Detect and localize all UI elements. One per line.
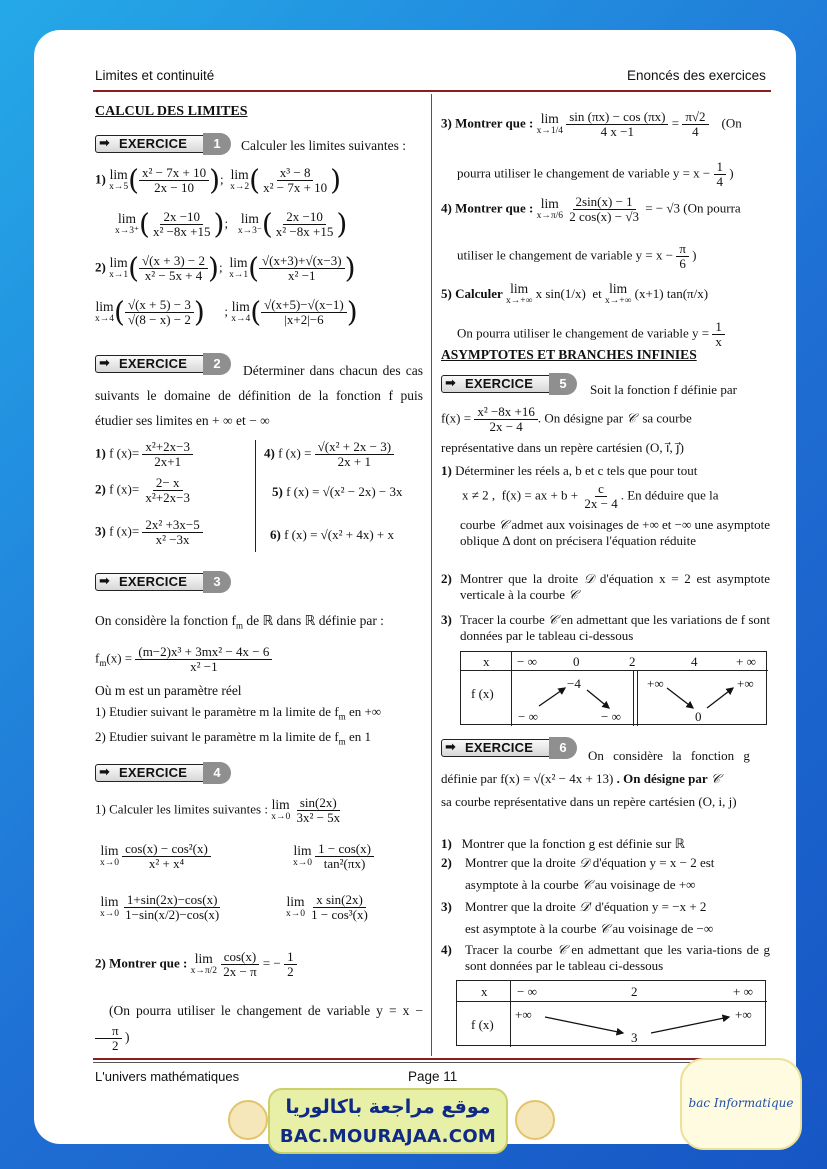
header-rule	[93, 90, 771, 92]
ex2-f6: 6) f (x) = √(x² + 4x) + x	[270, 527, 395, 542]
ex5-q3: Tracer la courbe 𝒞 en admettant que les variations de f sont données par le tableau ci-dessous	[460, 612, 771, 643]
exercise-6-banner: ➡ EXERCICE 6	[441, 737, 583, 759]
ex5-q1-eq: x ≠ 2 , f(x) = ax + b + $\frac{c}{2x - 4}$ . En déduire que la	[462, 481, 719, 511]
ex5-q2-num: 2)	[441, 571, 452, 586]
ex2-f2: 2) f (x)= $\frac{2- x}{\text{x²+2x−3}}$	[95, 475, 190, 505]
t5-x-pinf: + ∞	[736, 654, 756, 669]
ex4-q2: 2) Montrer que : lim x→π/2 $\frac{\cos(x)}{2x - \pi}$ = − $\frac{1}{2}$	[95, 950, 297, 979]
ex4-q1: 1) Calculer les limites suivantes : lim x→0 $\frac{\sin(2x)}{\text{3x² − 5x}}$	[95, 795, 341, 825]
ex2-f4: 4) f (x) = $\frac{\text{√(x² + 2x − 3)}}{2x + 1}$	[264, 440, 394, 469]
exercise-1-banner: ➡ EXERCICE 1	[95, 133, 237, 155]
logo-right-icon	[515, 1100, 555, 1140]
footer-left: L'univers mathématiques	[95, 1069, 240, 1084]
ex5-q3-num: 3)	[441, 612, 452, 627]
header-right: Enoncés des exercices	[627, 68, 766, 83]
exercise-3-banner: ➡ EXERCICE 3	[95, 571, 237, 593]
t6-arrows	[457, 981, 767, 1047]
t5-x-2: 2	[629, 654, 636, 669]
t5-val-0: 0	[695, 709, 702, 724]
arrow-right-icon: ➡	[99, 356, 110, 371]
ex6-q1: 1) Montrer que la fonction g est définie sur ℝ	[441, 836, 685, 851]
page-number: Page 11	[408, 1069, 458, 1084]
ex2-f5: 5) f (x) = √(x² − 2x) − 3x	[272, 484, 403, 499]
ex5-def: f(x) = $\frac{\text{x² −8x +16}}{2x - 4}$ . On désigne par 𝒞 sa courbe	[441, 404, 692, 434]
ex6-q3-b: est asymptote à la courbe 𝒞 au voisinage de −∞	[465, 921, 714, 936]
ex6-q2: Montrer que la droite 𝒟 d'équation y = x − 2 est	[465, 855, 715, 870]
variation-table-5	[460, 651, 767, 725]
ex4-q5: 5) Calculer lim x→+∞ x sin(1/x) et lim x→+∞ (x+1) tan(π/x)	[441, 281, 709, 306]
ex2-f1: 1) f (x)= $\frac{\text{x²+2x−3}}{2x+1}$	[95, 440, 193, 469]
ex1-q2-b: lim x→4 ( $\frac{√(x + 5) - 3}{√(8 - x) - 2}$ ) ; lim x→4 ( $\frac{√(x+5)-√(x-1)}{|x+2|-6}$ )	[95, 295, 358, 329]
ex5-repr: représentative dans un repère cartésien (O, i⃗, j⃗)	[441, 440, 684, 455]
ex1-q1: 1) lim x→5 ( $\frac{\text{x² − 7x + 10}}{2x - 10}$ ); lim x→2 ( $\frac{\text{x³ − 8}}{\text{x² − 7x + 10}}$ )	[95, 163, 342, 197]
site-arabic-name: موقع مراجعة باكالوريا	[285, 1096, 491, 1118]
t5-arrows	[461, 652, 768, 726]
ex6-intro: On considère la fonction g	[588, 748, 750, 763]
section-title-asymptotes: ASYMPTOTES ET BRANCHES INFINIES	[441, 347, 697, 362]
arrow-right-icon: ➡	[445, 740, 456, 755]
ex4-lim-b: lim x→0 $\frac{1 - \cos(x)}{\text{tan²(πx)}}$	[293, 842, 374, 871]
t6-val-3: 3	[631, 1030, 638, 1045]
column-divider	[431, 94, 432, 1056]
t5-val-pinf: +∞	[647, 676, 664, 691]
exercise-4-banner: ➡ EXERCICE 4	[95, 762, 237, 784]
ex4-q3-hint: pourra utiliser le changement de variable y = x − $\frac{1}{4}$ )	[457, 159, 734, 189]
t5-x-label: x	[483, 654, 490, 669]
ex4-lim-a: lim x→0 $\frac{\text{cos(x) − cos²(x)}}{\text{x² + x⁴}}$	[100, 842, 211, 871]
ex4-q5-hint: On pourra utiliser le changement de variable y = $\frac{1}{x}$	[457, 320, 725, 349]
footer-rule-thin	[93, 1062, 771, 1063]
site-banner[interactable]	[268, 1088, 508, 1154]
exercise-2-banner: ➡ EXERCICE 2	[95, 353, 237, 375]
ex4-q4-hint: utiliser le changement de variable y = x − $\frac{\pi}{6}$ )	[457, 241, 697, 271]
footer-rule	[93, 1058, 771, 1060]
ex3-q1: 1) Etudier suivant le paramètre m la limite de $f_m$ en +∞	[95, 704, 382, 722]
ex2-divider	[255, 440, 256, 552]
ex1-q2: 2) lim x→1 ( $\frac{√(x + 3) - 2}{\text{x² − 5x + 4}}$ ); lim x→1 ( $\frac{√(x+3)+√(x-3)}{\text{x² −1}}$ )	[95, 251, 356, 285]
header-left: Limites et continuité	[95, 68, 215, 83]
ex1-intro: Calculer les limites suivantes :	[241, 138, 406, 153]
ex6-repr: sa courbe représentative dans un repère cartésien (O, i, j)	[441, 794, 737, 809]
logo-left-icon	[228, 1100, 268, 1140]
arrow-right-icon: ➡	[445, 376, 456, 391]
arrow-right-icon: ➡	[99, 765, 110, 780]
arrow-right-icon: ➡	[99, 574, 110, 589]
t5-x-0: 0	[573, 654, 580, 669]
ex4-lim-c: lim x→0 $\frac{1+\sin(2x)-\cos(x)}{1-\sin(x/2)-\cos(x)}$	[100, 892, 220, 922]
ex2-intro: Déterminer dans chacun des cas suivants le domaine de définition de la fonction f puis étudier ses limites en + ∞ et − ∞	[95, 363, 423, 428]
ex4-lim-d: lim x→0 $\frac{\text{x sin(2x)}}{\text{1 − cos³(x)}}$	[286, 892, 368, 922]
t5-val-minf: − ∞	[518, 709, 538, 724]
ex5-q2: Montrer que la droite 𝒟 d'équation x = 2 est asymptote verticale à la courbe 𝒞	[460, 571, 770, 602]
t5-fx-label: f (x)	[471, 686, 494, 701]
t6-x-label: x	[481, 984, 488, 999]
ex6-q2-num: 2)	[441, 855, 452, 870]
t6-x-pinf: + ∞	[733, 984, 753, 999]
ex5-intro: Soit la fonction f définie par	[590, 382, 737, 397]
ex4-q3: 3) Montrer que : lim x→1/4 $\frac{\sin (\pi x) - \cos (\pi x)}{4 x -1}$ = $\frac{\pi√2}{4}$ (On	[441, 109, 742, 139]
ex1-q1-b: lim x→3⁺ ( $\frac{2x -10}{\text{x² −8x +15}}$ ); lim x→3⁻ ( $\frac{2x -10}{\text{x² −8x +15}}$ )	[115, 207, 348, 241]
t6-val-pinf: +∞	[515, 1007, 532, 1022]
ex6-def: définie par f(x) = √(x² − 4x + 13) . On désigne par 𝒞	[441, 771, 721, 786]
bac-informatique-badge: bac Informatique	[680, 1058, 802, 1150]
exercise-5-banner: ➡ EXERCICE 5	[441, 373, 583, 395]
ex4-q4: 4) Montrer que : lim x→π/6 $\frac{2\sin(x) - 1}{2 \cos(x) - √3}$ = − √3 (On pourra	[441, 194, 741, 224]
t5-val-minus4: −4	[567, 676, 581, 691]
t6-val-pinf2: +∞	[735, 1007, 752, 1022]
ex4-hint: (On pourra utiliser le changement de variable y = x − $\frac{\pi}{2}$ )	[95, 998, 423, 1053]
arrow-right-icon: ➡	[99, 136, 110, 151]
section-title-limites: CALCUL DES LIMITES	[95, 104, 248, 119]
ex6-q3: Montrer que la droite 𝒟' d'équation y = −x + 2	[465, 899, 707, 914]
t6-x-minf: − ∞	[517, 984, 537, 999]
t5-val-pinf2: +∞	[737, 676, 754, 691]
ex6-q4-num: 4)	[441, 942, 452, 957]
ex5-q1-rest: courbe 𝒞 admet aux voisinages de +∞ et −∞ une asymptote oblique Δ dont on précisera l'équation réduite	[460, 517, 770, 548]
variation-table-6	[456, 980, 766, 1046]
t5-x-4: 4	[691, 654, 698, 669]
ex3-param: Où m est un paramètre réel	[95, 683, 242, 698]
ex6-q3-num: 3)	[441, 899, 452, 914]
ex2-f3: 3) f (x)= $\frac{\text{2x² +3x−5}}{\text{x² −3x}}$	[95, 518, 203, 547]
site-url[interactable]: BAC.MOURAJAA.COM	[279, 1126, 497, 1147]
t6-fx-label: f (x)	[471, 1017, 494, 1032]
t5-val-minf2: − ∞	[601, 709, 621, 724]
ex5-q1: 1) Déterminer les réels a, b et c tels que pour tout	[441, 463, 698, 478]
t5-x-minf: − ∞	[517, 654, 537, 669]
ex6-q4: Tracer la courbe 𝒞 en admettant que les varia-tions de g sont données par le tableau ci-dessous	[465, 942, 771, 973]
t6-x-2: 2	[631, 984, 638, 999]
ex6-q2-b: asymptote à la courbe 𝒞 au voisinage de +∞	[465, 877, 696, 892]
ex3-formula: $f_m(x)$ = $\frac{\text{(m−2)x³ + 3mx² − 4x − 6}}{\text{x² −1}}$	[95, 645, 272, 674]
ex3-q2: 2) Etudier suivant le paramètre m la limite de $f_m$ en 1	[95, 729, 371, 747]
ex3-intro: On considère la fonction $f_m$ de ℝ dans ℝ définie par :	[95, 613, 384, 631]
